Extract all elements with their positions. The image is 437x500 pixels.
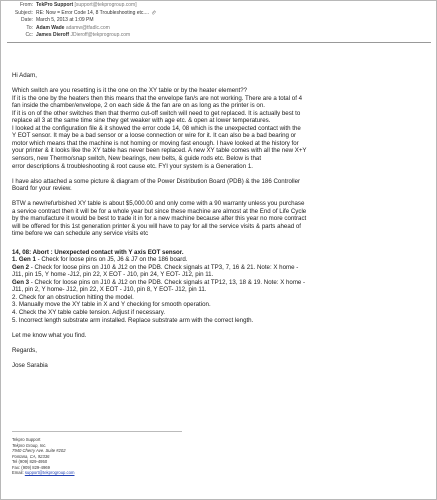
date-label: Date: (21, 17, 33, 24)
email-body (12, 72, 432, 369)
body-line: by the manufacture it would be best to trade it in for a new machine because after this year no more contract (12, 215, 307, 223)
signature-block (12, 437, 162, 476)
from-email[interactable]: [support@tekprogroup.com] (74, 2, 137, 8)
sig-city: Fontana, CA, 92336 (12, 453, 50, 459)
step-4: 4. Check the XY table cable tension. Adjust if necessary. (12, 308, 166, 316)
step-1-label: 1. Gen 1 (12, 256, 36, 264)
body-line: Board for your review. (12, 185, 72, 193)
sender-name: Jose Sarabia (12, 361, 48, 369)
sig-email-link[interactable]: support@tekprogroup.com (24, 470, 75, 476)
step-5: 5. Incorrect length substrate arm installed. Replace substrate arm with the correct length. (12, 316, 254, 324)
step-gen3 (12, 279, 432, 287)
step-1 (12, 256, 432, 264)
body-line: sensors, new Thermo/snap switch, New bearings, new belts, & guide rods etc. Below is that (12, 155, 262, 163)
date-text: March 5, 2013 at 1:09 PM (36, 17, 94, 24)
sig-fax: Fax: (909) 829-4969 (12, 464, 50, 470)
body-line: I have also attached a some picture & diagram of the Power Distribution Board (PDB) & the 186 Controller (12, 177, 301, 185)
closing-line: Let me know what you find. (12, 331, 87, 339)
body-line: error descriptions & troubleshooting & root cause etc. FYI your system is a Generation 1. (12, 162, 253, 170)
greeting: Hi Adam, (12, 72, 37, 79)
body-line: your printer & it looks like the XY table has never been replaced. A new XY table comes with all the new X+Y (12, 147, 307, 155)
cc-row (7, 32, 207, 40)
body-line: time before we can schedule any service visits etc (12, 230, 149, 238)
body-line: replace all 3 at the same time sine they get weaker with age etc. & open at lower temperatures. (12, 117, 271, 125)
sig-line1: Tekpro Support (12, 437, 41, 442)
signature-divider (12, 431, 182, 432)
sig-company: Tekpro Group, Inc. (12, 442, 47, 448)
gen2-text: - Check for loose pins on J10 & J12 on the PDB. Check signals at TP3, 7, 16 & 21. Note: X home - (29, 263, 299, 271)
body-line: If it is on of the other switches then that thermo cut-off switch will need to get replaced. It is actually best to (12, 109, 301, 117)
to-name[interactable]: Adam Wade (36, 24, 65, 31)
gen2-text-2: J11, pin 15, Y home -J12, pin 22, X EOT - J10, pin 24, Y EOT- J12, pin 11. (12, 271, 214, 279)
to-label: To: (26, 24, 33, 31)
sig-email-label: Email: (12, 470, 25, 476)
gen3-label: Gen 3 (12, 278, 30, 286)
error-title: 14, 08: Abort : Unexpected contact with Y axis EOT sensor. (12, 248, 184, 256)
subject-label: Subject: (14, 9, 33, 16)
sig-email-row (12, 470, 162, 476)
sig-tel: Tel (909) 829-4950 (12, 459, 48, 465)
sig-street: 7940 Cherry Ave. Suite #202 (12, 448, 66, 454)
cc-name[interactable]: James Dieroff (36, 32, 70, 39)
body-line: will be offered for this 1st generation printer & you will have to pay for all the service visits & parts ahead of (12, 222, 301, 230)
from-row (7, 2, 207, 10)
header-divider (7, 42, 431, 43)
body-line: If it is the one by the heaters then this means that the envelope fan/s are not working. There are a total of 4 (12, 94, 303, 102)
from-label: From: (19, 2, 33, 8)
gen2-label: Gen 2 (12, 263, 30, 271)
body-line: fan inside the chamber/envelope, 2 on each side & the fan are on as long as the printer is on. (12, 102, 265, 110)
body-line: Which switch are you resetting is it the one on the XY table or by the heater element?? (12, 87, 248, 95)
cc-email[interactable]: JDieroff@tekprogroup.com (70, 32, 131, 39)
step-2: 2. Check for an obstruction hitting the model. (12, 293, 134, 301)
from-name[interactable]: TekPro Support (36, 2, 74, 8)
body-line: I looked at the configuration file & it showed the error code 14, 08 which is the unexpected contact with the (12, 124, 301, 132)
body-line: BTW a new/refurbished XY table is about $5,000.00 and only come with a 90 warranty unless you purchase (12, 200, 305, 208)
to-row (7, 25, 207, 33)
step-3: 3. Manually move the XY table in X and Y checking for smooth operation. (12, 301, 211, 309)
step-gen2 (12, 264, 432, 272)
body-line: Y EOT sensor. It may be a bad sensor or a loose connection or wire for it. It can also be a bad bearing or (12, 132, 297, 140)
body-line: motor which means that the machine is not homing or moving fast enough. I have looked at the history for (12, 139, 299, 147)
paperclip-icon[interactable] (151, 10, 156, 15)
email-header (7, 2, 207, 40)
step-1-text: - Check for loose pins on J5, J6 & J7 on the 186 board. (35, 256, 188, 264)
cc-label: Cc: (25, 32, 33, 39)
regards: Regards, (12, 346, 37, 354)
date-row (7, 17, 207, 25)
subject-row (7, 10, 207, 18)
subject-text: RE: Now = Error Code 14, 8 Troubleshooting etc.... (36, 9, 149, 16)
to-email[interactable]: adamw@tfadlc.com (65, 24, 110, 31)
gen3-text-2: J11, pin 2, Y home- J12, pin 22, X EOT - J10, pin 8, Y EOT- J12, pin 11. (12, 286, 207, 294)
body-line: a service contract then it will be for a whole year but since these machine are almost at the End of Life Cycle (12, 207, 307, 215)
gen3-text: - Check for loose pins on J10 & J12 on the PDB. Check signals at TP12, 13, 18 & 19. Note: X home - (29, 278, 306, 286)
